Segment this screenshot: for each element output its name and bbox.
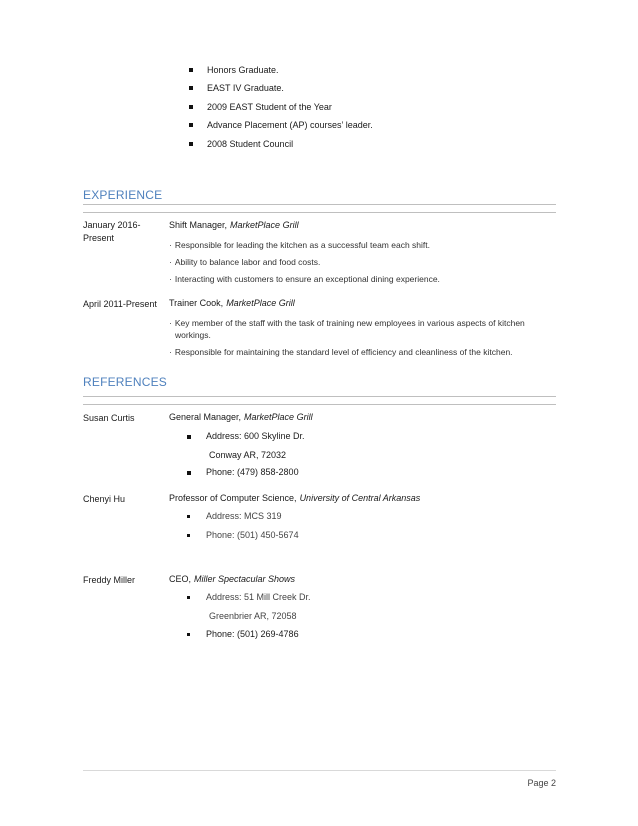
job-dates: January 2016- Present [83, 220, 141, 243]
job-dates: April 2011-Present [83, 299, 157, 309]
section-divider [83, 204, 556, 205]
square-bullet-icon [189, 86, 193, 90]
reference-phone: Phone: (501) 450-5674 [206, 530, 299, 540]
square-bullet-icon [187, 435, 191, 439]
square-bullet-icon [189, 142, 193, 146]
reference-phone: Phone: (479) 858-2800 [206, 467, 299, 477]
job-detail: · Responsible for leading the kitchen as a successful team each shift. [169, 240, 430, 250]
reference-address: Address: 600 Skyline Dr. [206, 431, 305, 441]
reference-organization: Miller Spectacular Shows [194, 574, 296, 584]
square-bullet-icon [189, 105, 193, 109]
reference-phone: Phone: (501) 269-4786 [206, 629, 299, 639]
reference-name: Susan Curtis [83, 413, 135, 423]
square-bullet-icon [187, 534, 190, 537]
section-divider [83, 404, 556, 405]
job-organization: MarketPlace Grill [230, 220, 299, 230]
square-bullet-icon [187, 633, 190, 636]
reference-title: CEO, Miller Spectacular Shows [169, 574, 296, 584]
job-detail: · Interacting with customers to ensure an exceptional dining experience. [169, 274, 440, 284]
square-bullet-icon [189, 68, 193, 72]
reference-address-line2: Greenbrier AR, 72058 [209, 611, 297, 621]
job-role: Trainer Cook, [169, 298, 224, 308]
job-detail: · Key member of the staff with the task of training new employees in various aspects of kitchen workings. [169, 318, 525, 340]
section-divider [83, 396, 556, 397]
reference-name: Freddy Miller [83, 575, 136, 585]
reference-title: General Manager, MarketPlace Grill [169, 412, 313, 422]
job-title [169, 298, 295, 308]
square-bullet-icon [187, 596, 190, 599]
square-bullet-icon [187, 515, 190, 518]
reference-address: Address: 51 Mill Creek Dr. [206, 592, 311, 602]
reference-title: Professor of Computer Science, University of Central Arkansas [169, 493, 421, 503]
job-title [169, 220, 299, 230]
job-detail: · Responsible for maintaining the standard level of efficiency and cleanliness of the kitchen. [169, 347, 513, 357]
page-number: Page 2 [527, 778, 556, 788]
footer-divider [83, 770, 556, 771]
reference-organization: University of Central Arkansas [299, 493, 421, 503]
job-role: Shift Manager, [169, 220, 228, 230]
job-organization: MarketPlace Grill [226, 298, 295, 308]
references-heading: REFERENCES [83, 375, 168, 389]
job-detail: · Ability to balance labor and food costs. [169, 257, 321, 267]
reference-organization: MarketPlace Grill [244, 412, 313, 422]
reference-name: Chenyi Hu [83, 494, 126, 504]
reference-address: Address: MCS 319 [206, 511, 282, 521]
square-bullet-icon [189, 123, 193, 127]
square-bullet-icon [187, 471, 191, 475]
section-divider [83, 212, 556, 213]
experience-heading: EXPERIENCE [83, 188, 163, 202]
reference-address-line2: Conway AR, 72032 [209, 450, 287, 460]
